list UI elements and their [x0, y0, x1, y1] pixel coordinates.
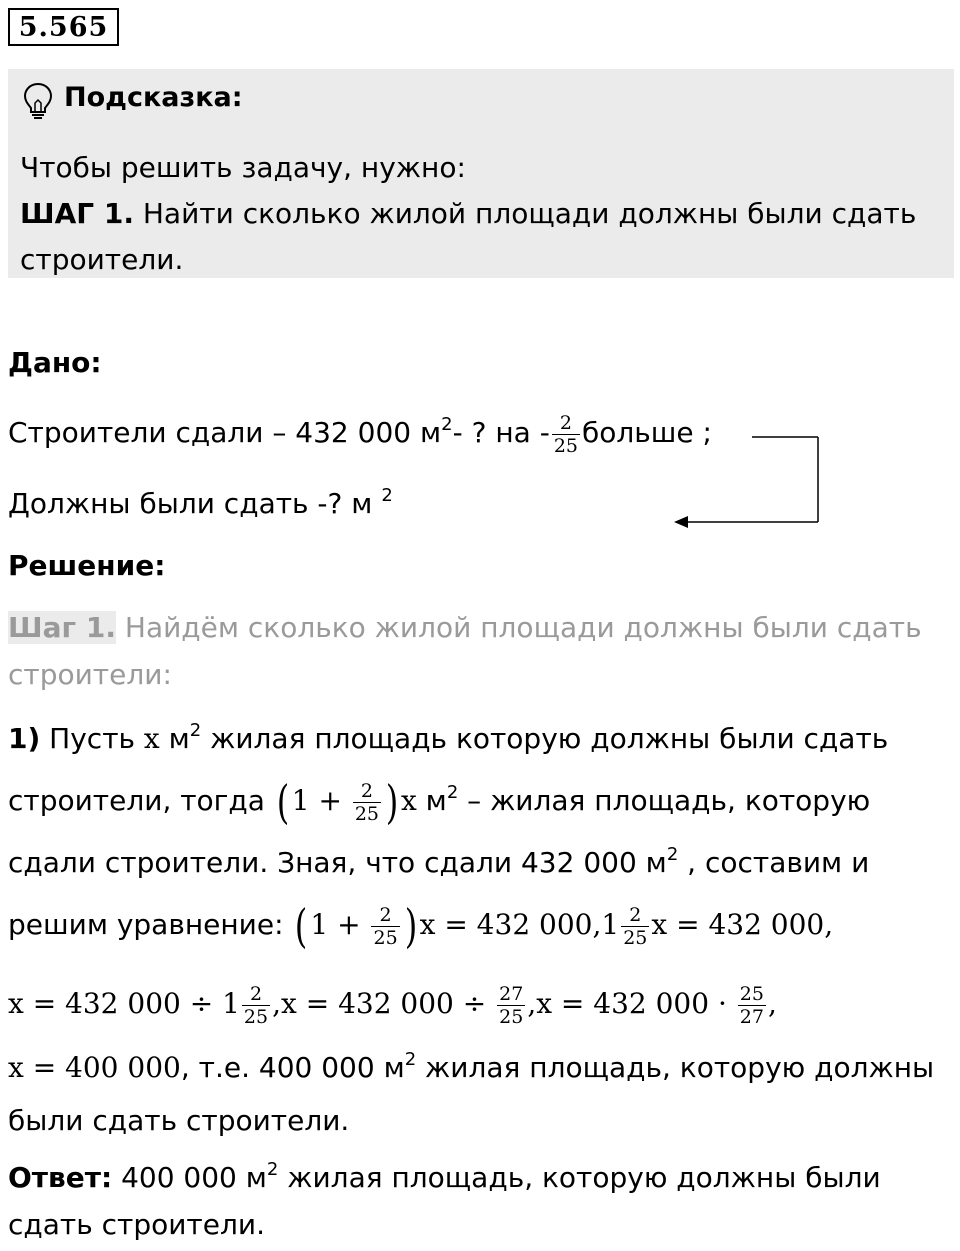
fraction-denominator: 27 — [739, 1005, 764, 1028]
math-text: 1 + — [291, 784, 351, 817]
solution-line-2 — [8, 772, 953, 834]
fraction — [738, 983, 766, 1028]
fraction-denominator: 25 — [499, 1005, 524, 1028]
fraction-denominator: 25 — [243, 1005, 269, 1028]
math-text: 1 + — [310, 908, 370, 941]
hint-step-label: ШАГ 1. — [20, 197, 134, 230]
exponent: 2 — [381, 485, 393, 506]
exponent: 2 — [441, 414, 453, 435]
fraction-denominator: 25 — [623, 926, 648, 949]
hint-intro: Чтобы решить задачу, нужно: — [20, 151, 466, 184]
variable-x: x — [400, 784, 417, 817]
equation: x = 400 000 — [8, 1051, 181, 1084]
answer-line-2: сдать строители. — [8, 1208, 265, 1241]
given-heading: Дано: — [8, 346, 102, 379]
fraction-numerator: 2 — [353, 780, 381, 803]
variable-x: x — [419, 908, 436, 941]
fraction-numerator: 2 — [371, 904, 399, 927]
fraction-numerator: 27 — [499, 982, 524, 1005]
solution-step-label: Шаг 1. — [8, 611, 116, 644]
paren-close: ) — [385, 775, 399, 829]
paren-open: ( — [295, 899, 308, 953]
solution-heading: Решение: — [8, 549, 166, 582]
fraction-numerator: 25 — [739, 982, 764, 1005]
fraction-numerator: 2 — [552, 412, 580, 435]
fraction — [371, 904, 399, 949]
given-line-1-prefix: Строители сдали – 432 000 м — [8, 416, 442, 449]
text: м — [416, 784, 447, 817]
equation: ,x = 432 000 ÷ — [272, 987, 496, 1020]
solution-line-7: были сдать строители. — [8, 1104, 350, 1137]
equation: = 432 000, — [435, 908, 602, 941]
fraction — [621, 904, 649, 949]
bracket-arrow-icon — [0, 0, 960, 560]
given-line-2-prefix: Должны были сдать -? м — [8, 487, 382, 520]
text: сдали строители. Зная, что сдали 432 000 м — [8, 846, 667, 879]
fraction — [353, 780, 381, 825]
variable-x: x — [651, 908, 668, 941]
mixed-whole: 1 — [601, 908, 620, 941]
fraction — [242, 983, 270, 1028]
given-line-1-suffix: больше ; — [582, 416, 712, 449]
fraction — [497, 983, 525, 1028]
text: жилая площадь, которую должны — [416, 1051, 935, 1084]
solution-step-line-1 — [8, 605, 922, 651]
exponent: 2 — [266, 1159, 279, 1180]
fraction-denominator: 25 — [373, 926, 398, 949]
text: жилая площадь, которую должны были — [278, 1161, 881, 1194]
solution-line-4 — [8, 896, 953, 955]
text: 400 000 м — [112, 1161, 267, 1194]
answer-label: Ответ: — [8, 1161, 113, 1194]
text: , составим и — [678, 846, 870, 879]
solution-step-text: Найдём сколько жилой площади должны были сдать — [115, 611, 922, 644]
fraction-numerator: 2 — [621, 904, 649, 927]
text: жилая площадь которую должны были сдать — [201, 722, 889, 755]
solution-paragraph — [8, 710, 953, 1141]
problem-number: 5.565 — [8, 8, 119, 46]
solution-line-6 — [8, 1039, 953, 1101]
given-line-1-mid: - ? на - — [452, 416, 550, 449]
solution-step-line-2: строители: — [8, 658, 172, 691]
text: м — [159, 722, 190, 755]
solution-line-5 — [8, 975, 953, 1033]
hint-step-text: Найти сколько жилой площади должны были сдать строители. — [20, 197, 917, 276]
equation: = 432 000, — [667, 908, 834, 941]
item-number: 1) — [8, 722, 41, 755]
solution-line-3 — [8, 834, 953, 896]
hint-title: Подсказка: — [64, 82, 243, 113]
equation: , — [767, 987, 777, 1020]
answer-line-1 — [8, 1155, 881, 1205]
text: – жилая площадь, которую — [458, 784, 871, 817]
text: решим уравнение: — [8, 908, 293, 941]
exponent: 2 — [446, 782, 459, 803]
paren-close: ) — [404, 899, 417, 953]
fraction-denominator: 25 — [553, 434, 578, 457]
text: строители, тогда — [8, 784, 274, 817]
text: , т.е. 400 000 м — [180, 1051, 405, 1084]
equation: ,x = 432 000 · — [527, 987, 736, 1020]
variable-x: x — [143, 722, 160, 755]
equation: x = 432 000 ÷ 1 — [8, 987, 240, 1020]
exponent: 2 — [666, 844, 679, 865]
solution-line-1 — [8, 710, 953, 772]
fraction-denominator: 25 — [354, 802, 380, 825]
exponent: 2 — [404, 1049, 417, 1070]
text: Пусть — [40, 722, 144, 755]
paren-open: ( — [276, 775, 290, 829]
exponent: 2 — [189, 720, 202, 741]
fraction-numerator: 2 — [242, 983, 270, 1006]
